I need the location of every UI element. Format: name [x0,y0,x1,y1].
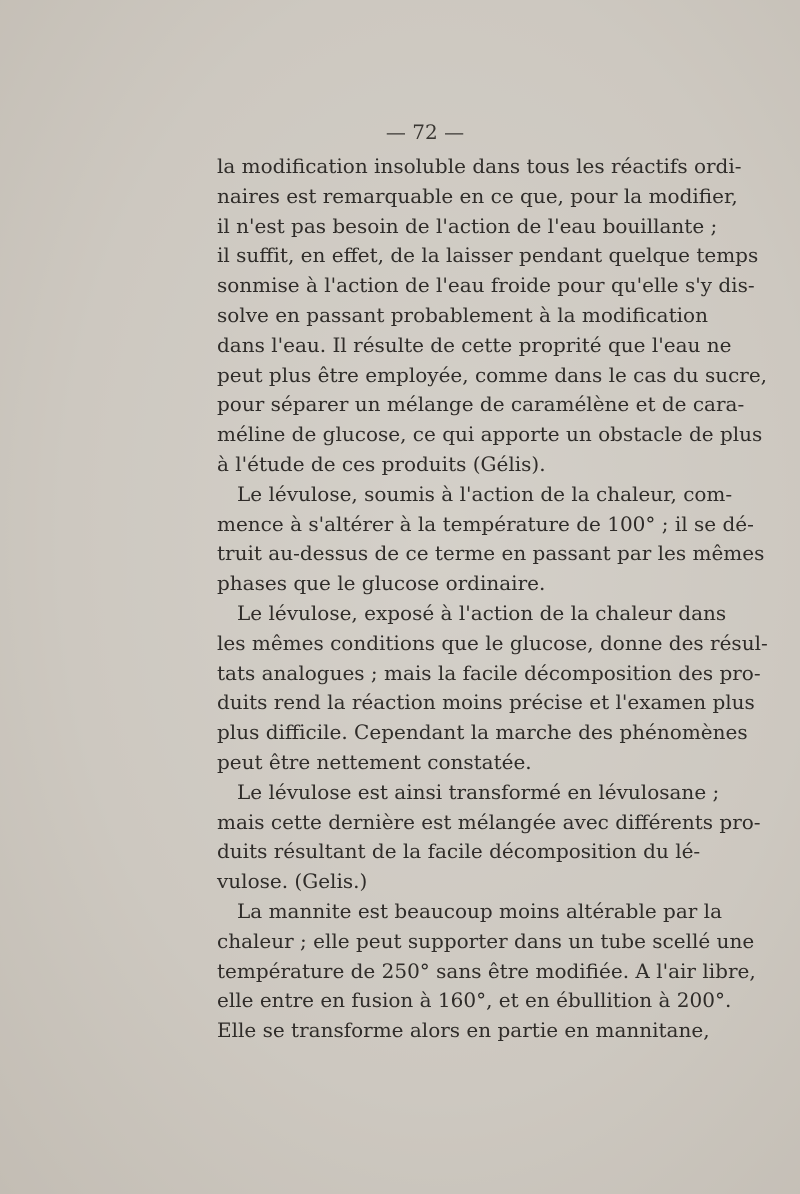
text-line: plus difficile. Cependant la marche des phénomènes [217,720,748,745]
body-text [217,152,768,1046]
text-line: sonmise à l'action de l'eau froide pour qu'elle s'y dis- [217,273,755,298]
text-line: Le lévulose est ainsi transformé en lévulosane ; [237,779,720,804]
text-line: chaleur ; elle peut supporter dans un tube scellé une [217,928,755,953]
text-line: naires est remarquable en ce que, pour la modifier, [217,183,738,208]
text-line: méline de glucose, ce qui apporte un obstacle de plus [217,422,763,447]
text-line: à l'étude de ces produits (Gélis). [217,451,546,476]
paragraph [217,480,765,599]
paragraph [217,897,756,1046]
text-line: la modification insoluble dans tous les réactifs ordi- [217,154,742,178]
text-line: phases que le glucose ordinaire. [217,571,546,596]
text-line: vulose. (Gelis.) [217,869,368,894]
text-line: les mêmes conditions que le glucose, donne des résul- [217,630,768,655]
text-line: il n'est pas besoin de l'action de l'eau bouillante ; [217,213,718,238]
text-line: il suffit, en effet, de la laisser pendant quelque temps [217,243,759,268]
text-line: truit au-dessus de ce terme en passant par les mêmes [217,541,765,566]
text-line: tats analogues ; mais la facile décomposition des pro- [217,660,761,685]
text-line: mais cette dernière est mélangée avec différents pro- [217,809,761,834]
text-line: mence à s'altérer à la température de 100° ; il se dé- [217,511,754,536]
text-line: peut être nettement constatée. [217,749,532,774]
page-number: — 72 — [385,120,465,144]
text-line: Le lévulose, soumis à l'action de la chaleur, com- [237,481,733,506]
text-line: La mannite est beaucoup moins altérable par la [237,898,722,923]
text-line: elle entre en fusion à 160°, et en ébullition à 200°. [217,988,732,1013]
text-line: duits rend la réaction moins précise et l'examen plus [217,690,755,715]
paragraph [217,599,768,778]
text-line: solve en passant probablement à la modification [217,302,708,327]
text-line: température de 250° sans être modifiée. A l'air libre, [217,958,756,983]
text-line: Elle se transforme alors en partie en mannitane, [217,1018,710,1043]
text-line: dans l'eau. Il résulte de cette proprité que l'eau ne [217,332,732,357]
text-line: pour séparer un mélange de caramélène et de cara- [217,392,745,417]
text-line: Le lévulose, exposé à l'action de la chaleur dans [237,600,727,625]
paragraph [217,152,768,480]
paragraph [217,778,761,897]
text-line: duits résultant de la facile décomposition du lé- [217,839,701,864]
text-line: peut plus être employée, comme dans le cas du sucre, [217,362,768,387]
